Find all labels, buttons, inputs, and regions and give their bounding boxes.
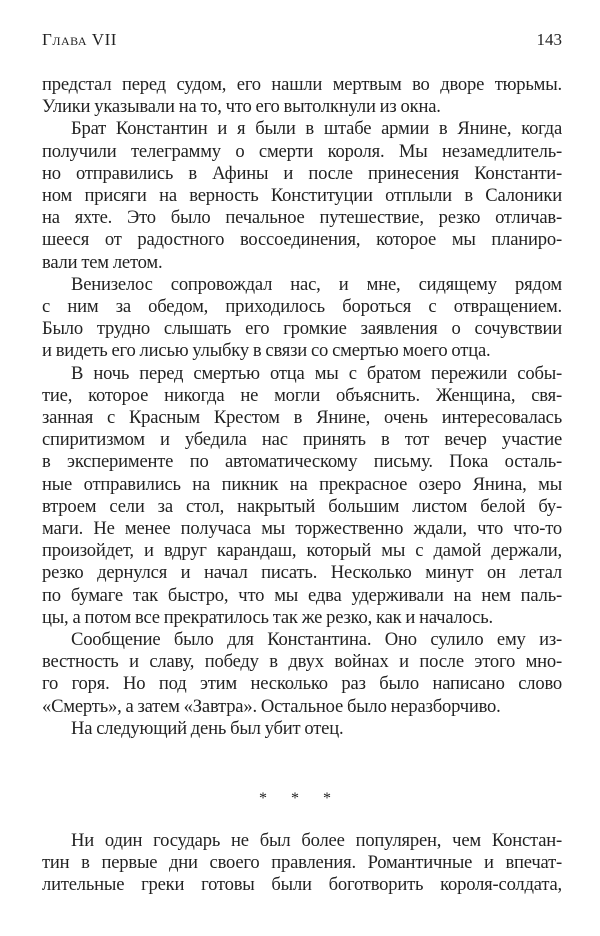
continued-text: [42, 830, 562, 897]
text-line: ные отправились на пикник на прекрасное озеро Янина, мы: [42, 473, 562, 495]
paragraph: [42, 830, 562, 897]
text-line: Венизелос сопровождал нас, и мне, сидящему рядом: [71, 273, 562, 295]
text-line: спиритизмом и убедила нас принять в тот вечер участие: [42, 429, 562, 451]
text-line: но отправились в Афины и после принесения Константи-: [42, 162, 562, 184]
text-line: На следующий день был убит отец.: [71, 717, 344, 739]
text-line: с ним за обедом, приходилось бороться с отвращением.: [42, 296, 562, 318]
section-separator: * * *: [259, 790, 341, 807]
paragraph: [42, 363, 562, 629]
text-line: и видеть его лисью улыбку в связи со смертью моего отца.: [42, 340, 491, 362]
text-line: Сообщение было для Константина. Оно сулило ему из-: [71, 629, 562, 651]
text-line: Брат Константин и я были в штабе армии в Янине, когда: [71, 118, 562, 140]
paragraph: [42, 629, 562, 718]
chapter-title: Глава VII: [42, 30, 117, 49]
text-line: втроем сели за стол, накрытый большим листом белой бу-: [42, 495, 562, 517]
text-line: произойдет, и вдруг карандаш, который мы с дамой держали,: [42, 540, 562, 562]
text-line: получили телеграмму о смерти короля. Мы незамедлитель-: [42, 140, 562, 162]
text-line: маги. Не менее получаса мы торжественно ждали, что что-то: [42, 518, 562, 540]
text-line: В ночь перед смертью отца мы с братом пережили собы-: [71, 362, 562, 384]
text-line: Было трудно слышать его громкие заявления о сочувствии: [42, 318, 562, 340]
text-line: в эксперименте по автоматическому письму. Пока осталь-: [42, 451, 562, 473]
text-line: на яхте. Это было печальное путешествие, резко отличав-: [42, 207, 562, 229]
text-line: го горя. Но под этим несколько раз было написано слово: [42, 673, 562, 695]
paragraph: [42, 718, 562, 740]
paragraph: [42, 274, 562, 363]
text-line: тин в первые дни своего правления. Романтичные и впечат-: [42, 852, 562, 874]
text-line: тие, которое никогда не могли объяснить. Женщина, свя-: [42, 384, 562, 406]
text-line: «Смерть», а затем «Завтра». Остальное было неразборчиво.: [42, 695, 501, 717]
text-line: лительные греки готовы были боготворить короля-солдата,: [42, 874, 562, 896]
text-line: шееся от радостного воссоединения, которое мы планиро-: [42, 229, 562, 251]
text-line: ном присяги на верность Конституции отплыли в Салоники: [42, 185, 562, 207]
main-text: [42, 74, 562, 740]
running-header: [42, 30, 562, 52]
text-line: вали тем летом.: [42, 251, 163, 273]
text-line: резко дернулся и начал писать. Несколько минут он летал: [42, 562, 562, 584]
paragraph: [42, 74, 562, 118]
text-line: предстал перед судом, его нашли мертвым во дворе тюрьмы.: [42, 74, 562, 95]
paragraph: [42, 118, 562, 273]
text-line: занная с Красным Крестом в Янине, очень интересовалась: [42, 407, 562, 429]
text-line: по бумаге так быстро, что мы едва удерживали на нем паль-: [42, 584, 562, 606]
text-line: вестность и славу, победу в двух войнах и после этого мно-: [42, 651, 562, 673]
text-line: Ни один государь не был более популярен, чем Констан-: [71, 830, 562, 851]
page-number: 143: [536, 30, 562, 49]
text-line: цы, а потом все прекратилось так же резко, как и началось.: [42, 606, 493, 628]
text-line: Улики указывали на то, что его вытолкнули из окна.: [42, 96, 441, 118]
